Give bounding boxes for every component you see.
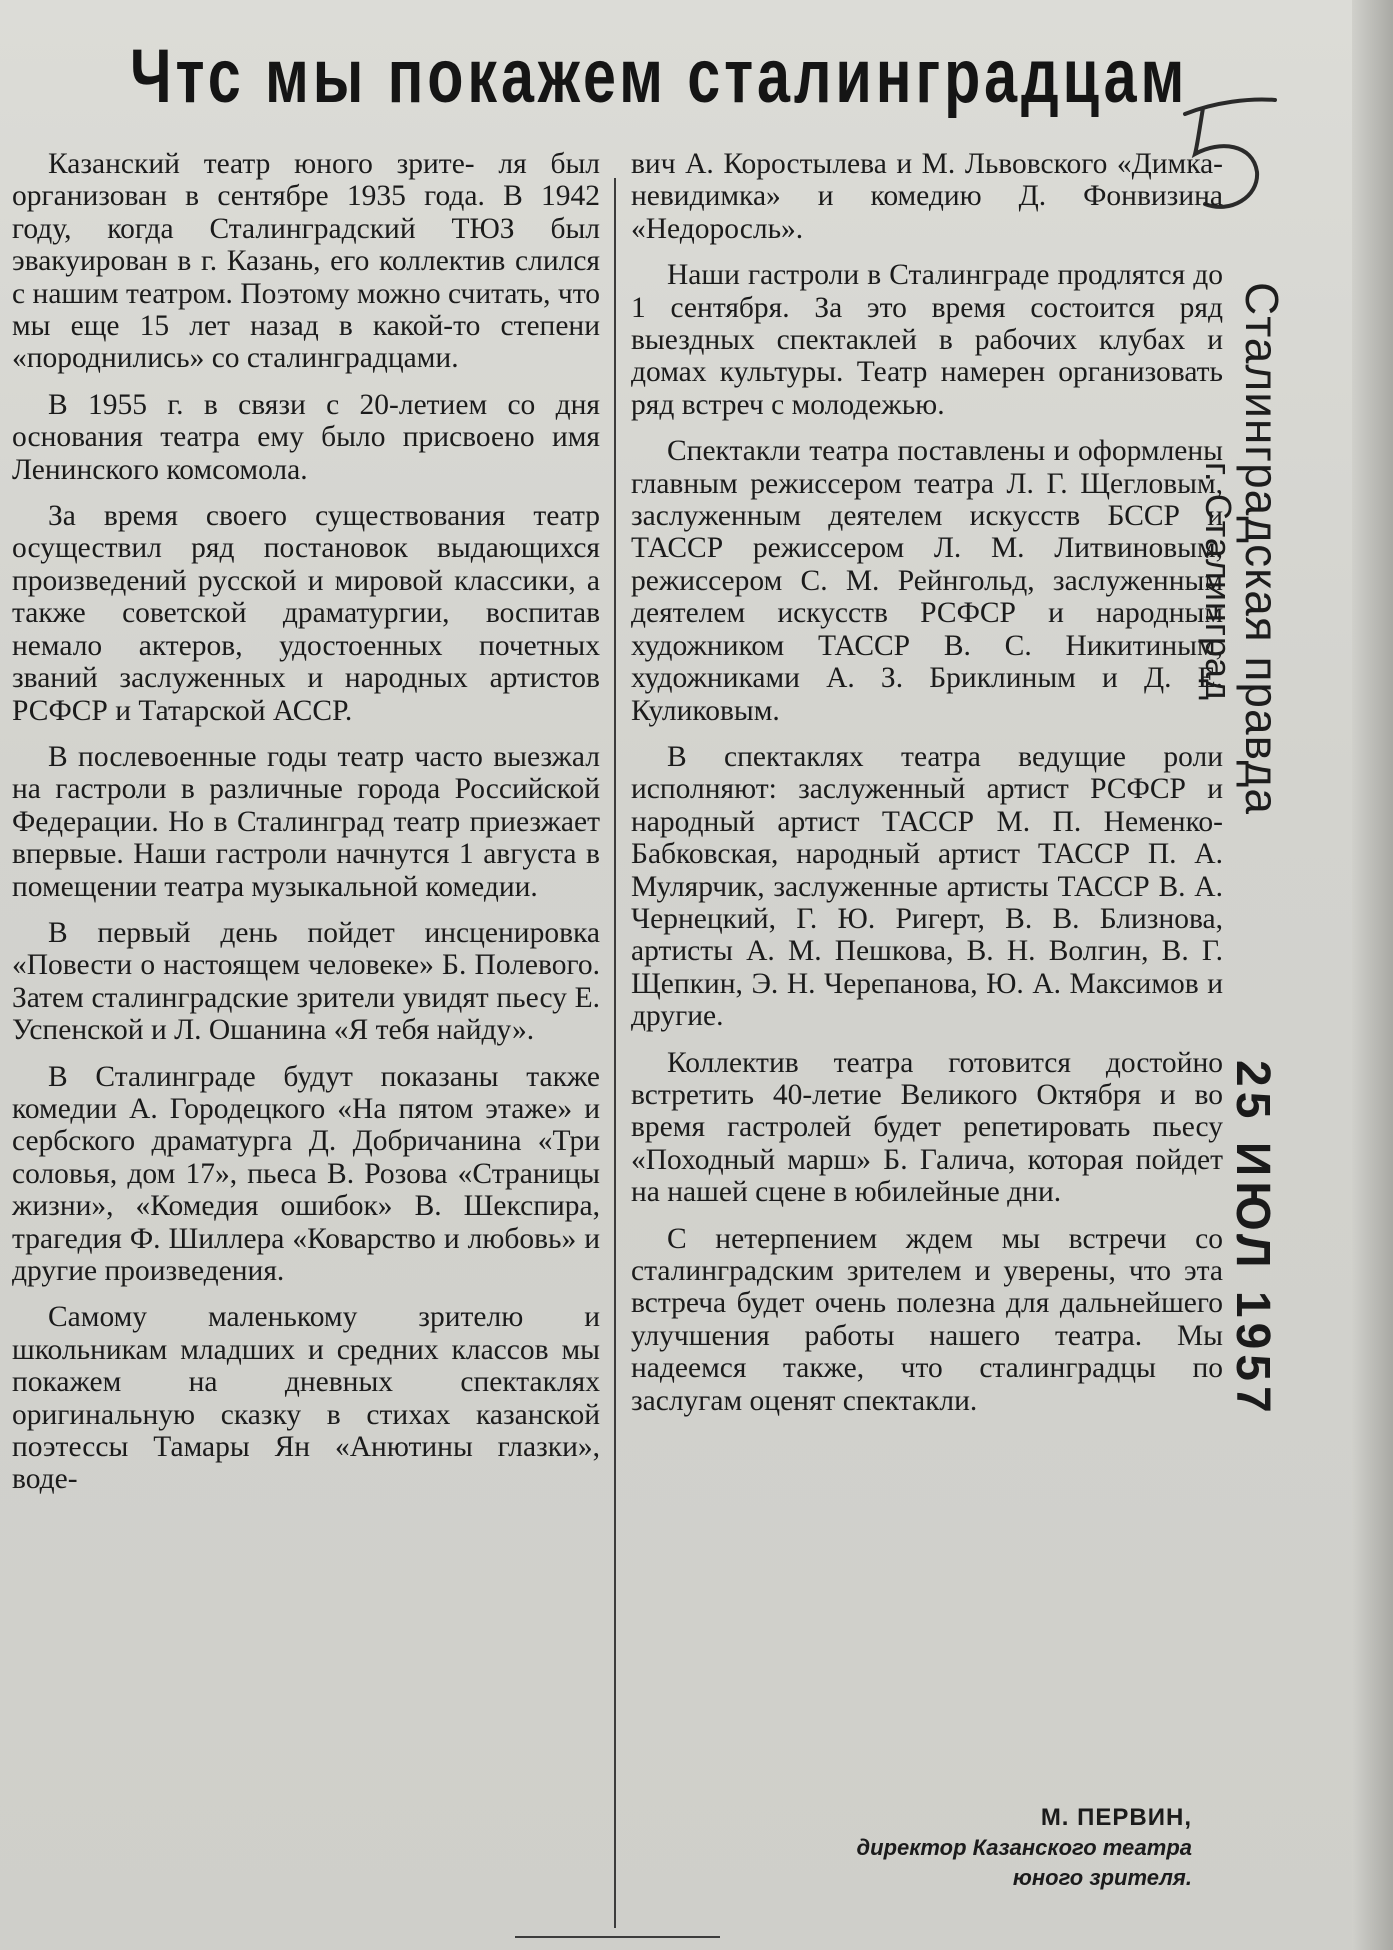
paragraph: Коллектив театра готовится достойно встретить 40-летие Великого Октября и во время гастролей будет репетировать пьесу «Походный марш» Б. Галича, которая пойдет на нашей сцене в юбилейные дни. <box>631 1046 1223 1209</box>
paragraph: вич А. Коростылева и М. Львовского «Димка-невидимка» и комедию Д. Фонвизина «Недоросль». <box>631 148 1223 245</box>
paragraph: В послевоенные годы театр часто выезжал на гастроли в различные города Российской Федерации. Но в Сталинград театр приезжает впервые. Наши гастроли начнутся 1 августа в помещении театра музыкальной комедии. <box>12 740 600 903</box>
stamp-city: г. Сталинград <box>1198 462 1239 702</box>
paragraph: В спектаклях театра ведущие роли исполняют: заслуженный артист РСФСР и народный артист ТАССР М. П. Неменко-Бабковская, народный артист ТАССР П. А. Мулярчик, заслуженные артисты ТАССР В. А. Чернецкий, Г. Ю. Ригерт, В. В. Близнова, артисты А. М. Пешкова, В. Н. Волгин, В. Г. Щепкин, Э. Н. Черепанова, Ю. А. Максимов и другие. <box>631 740 1223 1033</box>
paragraph: Самому маленькому зрителю и школьникам младших и средних классов мы покажем на дневных спектаклях оригинальную сказку в стихах казанской поэтессы Тамары Ян «Анютины глазки», воде- <box>12 1301 600 1496</box>
author-role: директор Казанского театра <box>856 1835 1192 1860</box>
paragraph: В 1955 г. в связи с 20-летием со дня основания театра ему было присвоено имя Ленинского комсомола. <box>12 388 600 486</box>
paragraph: Наши гастроли в Сталинграде продлятся до 1 сентября. За это время состоится ряд выездных спектаклей в рабочих клубах и домах культуры. Театр намерен организовать ряд встреч с молодежью. <box>631 259 1223 421</box>
article-column-left <box>12 148 600 1510</box>
paragraph: В первый день пойдет инсценировка «Повести о настоящем человеке» Б. Полевого. Затем сталинградские зрители увидят пьесу Е. Успенской и Л. Ошанина «Я тебя найду». <box>12 916 600 1047</box>
article-column-right <box>631 148 1223 1431</box>
author-name: М. ПЕРВИН, <box>1040 1804 1192 1831</box>
stamp-newspaper-name: Сталинградская правда <box>1236 282 1288 815</box>
column-divider <box>614 178 616 1928</box>
author-signature <box>660 1802 1192 1893</box>
paragraph: Казанский театр юного зрите- ля был организован в сентябре 1935 года. В 1942 году, когда Сталинградский ТЮЗ был эвакуирован в г. Казань, его коллектив слился с нашим театром. Поэтому можно считать, что мы еще 15 лет назад в какой-то степени «породнились» со сталинградцами. <box>12 148 600 375</box>
paragraph: С нетерпением ждем мы встречи со сталинградским зрителем и уверены, что эта встреча будет очень полезна для дальнейшего улучшения работы нашего театра. Мы надеемся также, что сталинградцы по заслугам оценят спектакли. <box>631 1222 1223 1417</box>
paragraph: За время своего существования театр осуществил ряд постановок выдающихся произведений русской и мировой классики, а также советской драматургии, воспитав немало актеров, удостоенных почетных званий заслуженных и народных артистов РСФСР и Татарской АССР. <box>12 500 600 727</box>
bottom-rule <box>515 1936 720 1938</box>
author-role-cont: юного зрителя. <box>1012 1865 1192 1890</box>
stamp-date: 25 ИЮЛ 1957 <box>1226 1060 1279 1418</box>
paragraph: В Сталинграде будут показаны также комедии А. Городецкого «На пятом этаже» и сербского драматурга Д. Добричанина «Три соловья, дом 17», пьеса В. Розова «Страницы жизни», «Комедия ошибок» В. Шекспира, трагедия Ф. Шиллера «Коварство и любовь» и другие произведения. <box>12 1060 600 1287</box>
headline: Чтс мы покажем сталинградцам <box>130 34 1189 119</box>
paragraph: Спектакли театра поставлены и оформлены главным режиссером театра Л. Г. Щегловым, заслуженным деятелем искусств БССР и ТАССР режиссером Л. М. Литвиновым, режиссером С. М. Рейнгольд, заслуженным деятелем искусств РСФСР и народным художником ТАССР В. С. Никитиным, художниками А. З. Бриклиным и Д. Е. Куликовым. <box>631 435 1223 727</box>
